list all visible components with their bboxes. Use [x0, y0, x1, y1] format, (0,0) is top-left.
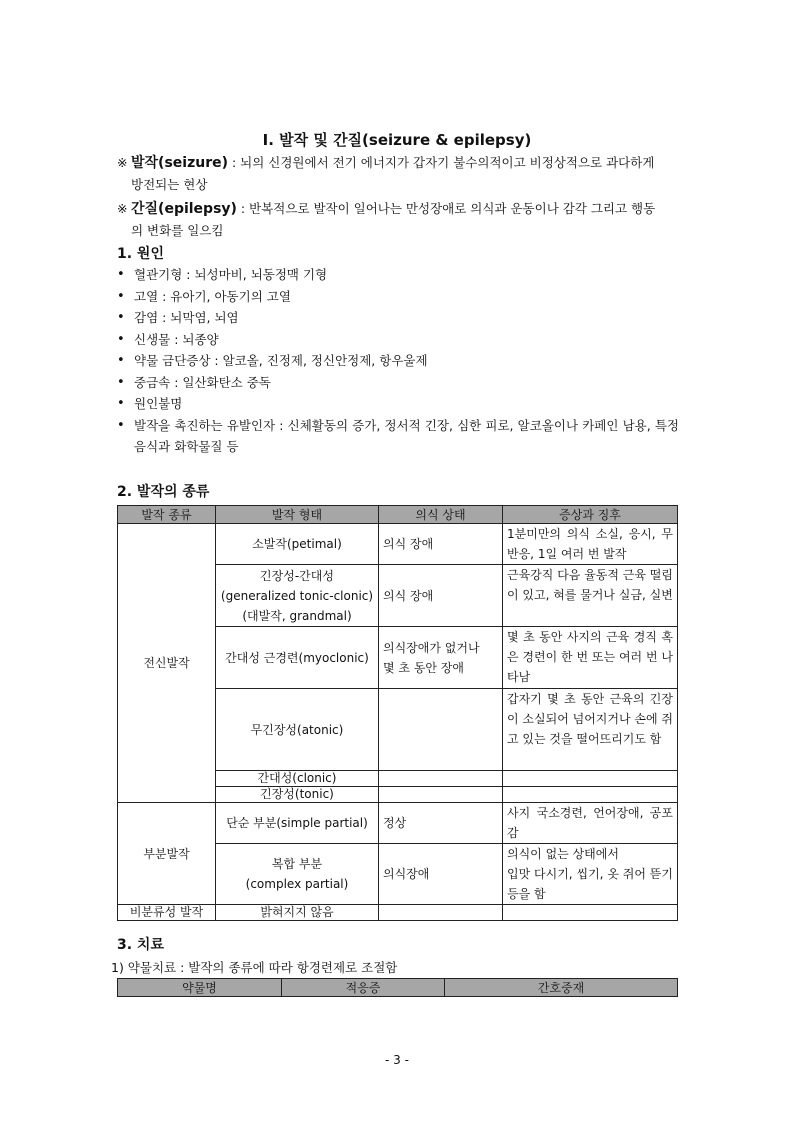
form-line: (complex partial): [245, 877, 349, 891]
form-cell: [216, 565, 379, 627]
form-cell: 밝혀지지 않음: [216, 905, 379, 921]
page-title: Ⅰ. 발작 및 간질(seizure & epilepsy): [262, 131, 532, 149]
consciousness-cell: [379, 627, 503, 689]
form-line: (generalized tonic-clonic): [220, 588, 374, 603]
definition-epilepsy: [117, 198, 677, 242]
table-header-row: [118, 506, 678, 524]
consciousness-cell: [379, 771, 503, 787]
symptoms-cell: 갑자기 몇 초 동안 근육의 긴장이 소실되어 넘어지거나 손에 쥐고 있는 것을 떨어뜨리기도 함: [503, 689, 678, 771]
group-cell-partial: 부분발작: [118, 803, 216, 905]
list-item: • 발작을 촉진하는 유발인자 : 신체활동의 증가, 정서적 긴장, 심한 피로, 알코올이나 카페인 남용, 특정 음식과 화학물질 등: [117, 415, 679, 458]
column-header: 적응증: [282, 979, 445, 997]
form-line: 복합 부분: [271, 857, 323, 871]
consciousness-cell: 의식 장애: [379, 524, 503, 565]
consciousness-cell: 의식 장애: [379, 565, 503, 627]
consciousness-cell: [379, 689, 503, 771]
symptoms-cell: 근육강직 다음 율동적 근육 떨림이 있고, 혀를 물거나 실금, 실변: [503, 565, 678, 627]
section-heading-treatment: 3. 치료: [117, 937, 164, 953]
definition-term: 발작(seizure): [131, 155, 228, 171]
definition-term: 간질(epilepsy): [131, 201, 237, 217]
form-cell: 긴장성(tonic): [216, 787, 379, 803]
column-header: 발작 형태: [216, 506, 379, 524]
symptoms-line: 입맛 다시기, 씹기, 옷 쥐어 뜯기 등을 함: [507, 867, 673, 901]
symptoms-cell: [503, 844, 678, 905]
form-cell: 소발작(petimal): [216, 524, 379, 565]
list-item: • 약물 금단증상 : 알코올, 진정제, 정신안정제, 항우울제: [117, 350, 679, 372]
symptoms-cell: 몇 초 동안 사지의 근육 경직 혹은 경련이 한 번 또는 여러 번 나타남: [503, 627, 678, 689]
definition-text: : 뇌의 신경원에서 전기 에너지가 갑자기 불수의적이고 비정상적으로 과다하게: [228, 155, 655, 170]
form-cell: 간대성 근경련(myoclonic): [216, 627, 379, 689]
column-header: 증상과 징후: [503, 506, 678, 524]
consciousness-cell: 정상: [379, 803, 503, 844]
symptoms-cell: 사지 국소경련, 언어장애, 공포감: [503, 803, 678, 844]
treatment-subheading: 1) 약물치료 : 발작의 종류에 따라 항경련제로 조절함: [111, 960, 398, 975]
form-line: 긴장성-간대성: [260, 568, 334, 583]
form-cell: 단순 부분(simple partial): [216, 803, 379, 844]
symptoms-cell: [503, 771, 678, 787]
list-item: • 혈관기형 : 뇌성마비, 뇌동정맥 기형: [117, 264, 679, 286]
consciousness-cell: 의식장애: [379, 844, 503, 905]
reference-mark: ※: [117, 155, 128, 170]
symptoms-cell: [503, 905, 678, 921]
symptoms-line: 의식이 없는 상태에서: [507, 847, 619, 861]
form-cell: 무긴장성(atonic): [216, 689, 379, 771]
causes-list: [117, 264, 679, 458]
definition-text-continued: 의 변화를 일으킴: [131, 223, 224, 238]
consciousness-cell: [379, 787, 503, 803]
definition-text: : 반복적으로 발작이 일어나는 만성장애로 의식과 운동이나 감각 그리고 행동: [236, 201, 656, 216]
table-header-row: [118, 979, 678, 997]
symptoms-cell: 1분미만의 의식 소실, 응시, 무반응, 1일 여러 번 발작: [503, 524, 678, 565]
section-heading-causes: 1. 원인: [117, 246, 164, 262]
seizure-types-table: [117, 505, 678, 921]
table-row: [118, 524, 678, 565]
table-row: [118, 905, 678, 921]
group-cell-generalized: 전신발작: [118, 524, 216, 803]
list-item: • 감염 : 뇌막염, 뇌염: [117, 307, 679, 329]
table-row: [118, 803, 678, 844]
list-item: • 고열 : 유아기, 아동기의 고열: [117, 286, 679, 308]
form-cell: 간대성(clonic): [216, 771, 379, 787]
consciousness-line: 의식장애가 없거나: [383, 640, 480, 655]
column-header: 간호중재: [445, 979, 678, 997]
consciousness-cell: [379, 905, 503, 921]
symptoms-cell: [503, 787, 678, 803]
section-heading-seizure-types: 2. 발작의 종류: [117, 484, 210, 500]
definition-seizure: [117, 152, 677, 196]
consciousness-line: 몇 초 동안 장애: [383, 660, 464, 675]
list-item: • 중금속 : 일산화탄소 중독: [117, 372, 679, 394]
page-number: - 3 -: [385, 1053, 409, 1067]
column-header: 약물명: [118, 979, 282, 997]
form-line: (대발작, grandmal): [242, 608, 352, 623]
list-item: • 신생물 : 뇌종양: [117, 329, 679, 351]
form-cell: [216, 844, 379, 905]
definition-text-continued: 방전되는 현상: [131, 177, 208, 192]
column-header: 의식 상태: [379, 506, 503, 524]
list-item: • 원인불명: [117, 393, 679, 415]
medication-table: [117, 978, 678, 997]
group-cell-unclassified: 비분류성 발작: [118, 905, 216, 921]
reference-mark: ※: [117, 201, 128, 216]
column-header: 발작 종류: [118, 506, 216, 524]
